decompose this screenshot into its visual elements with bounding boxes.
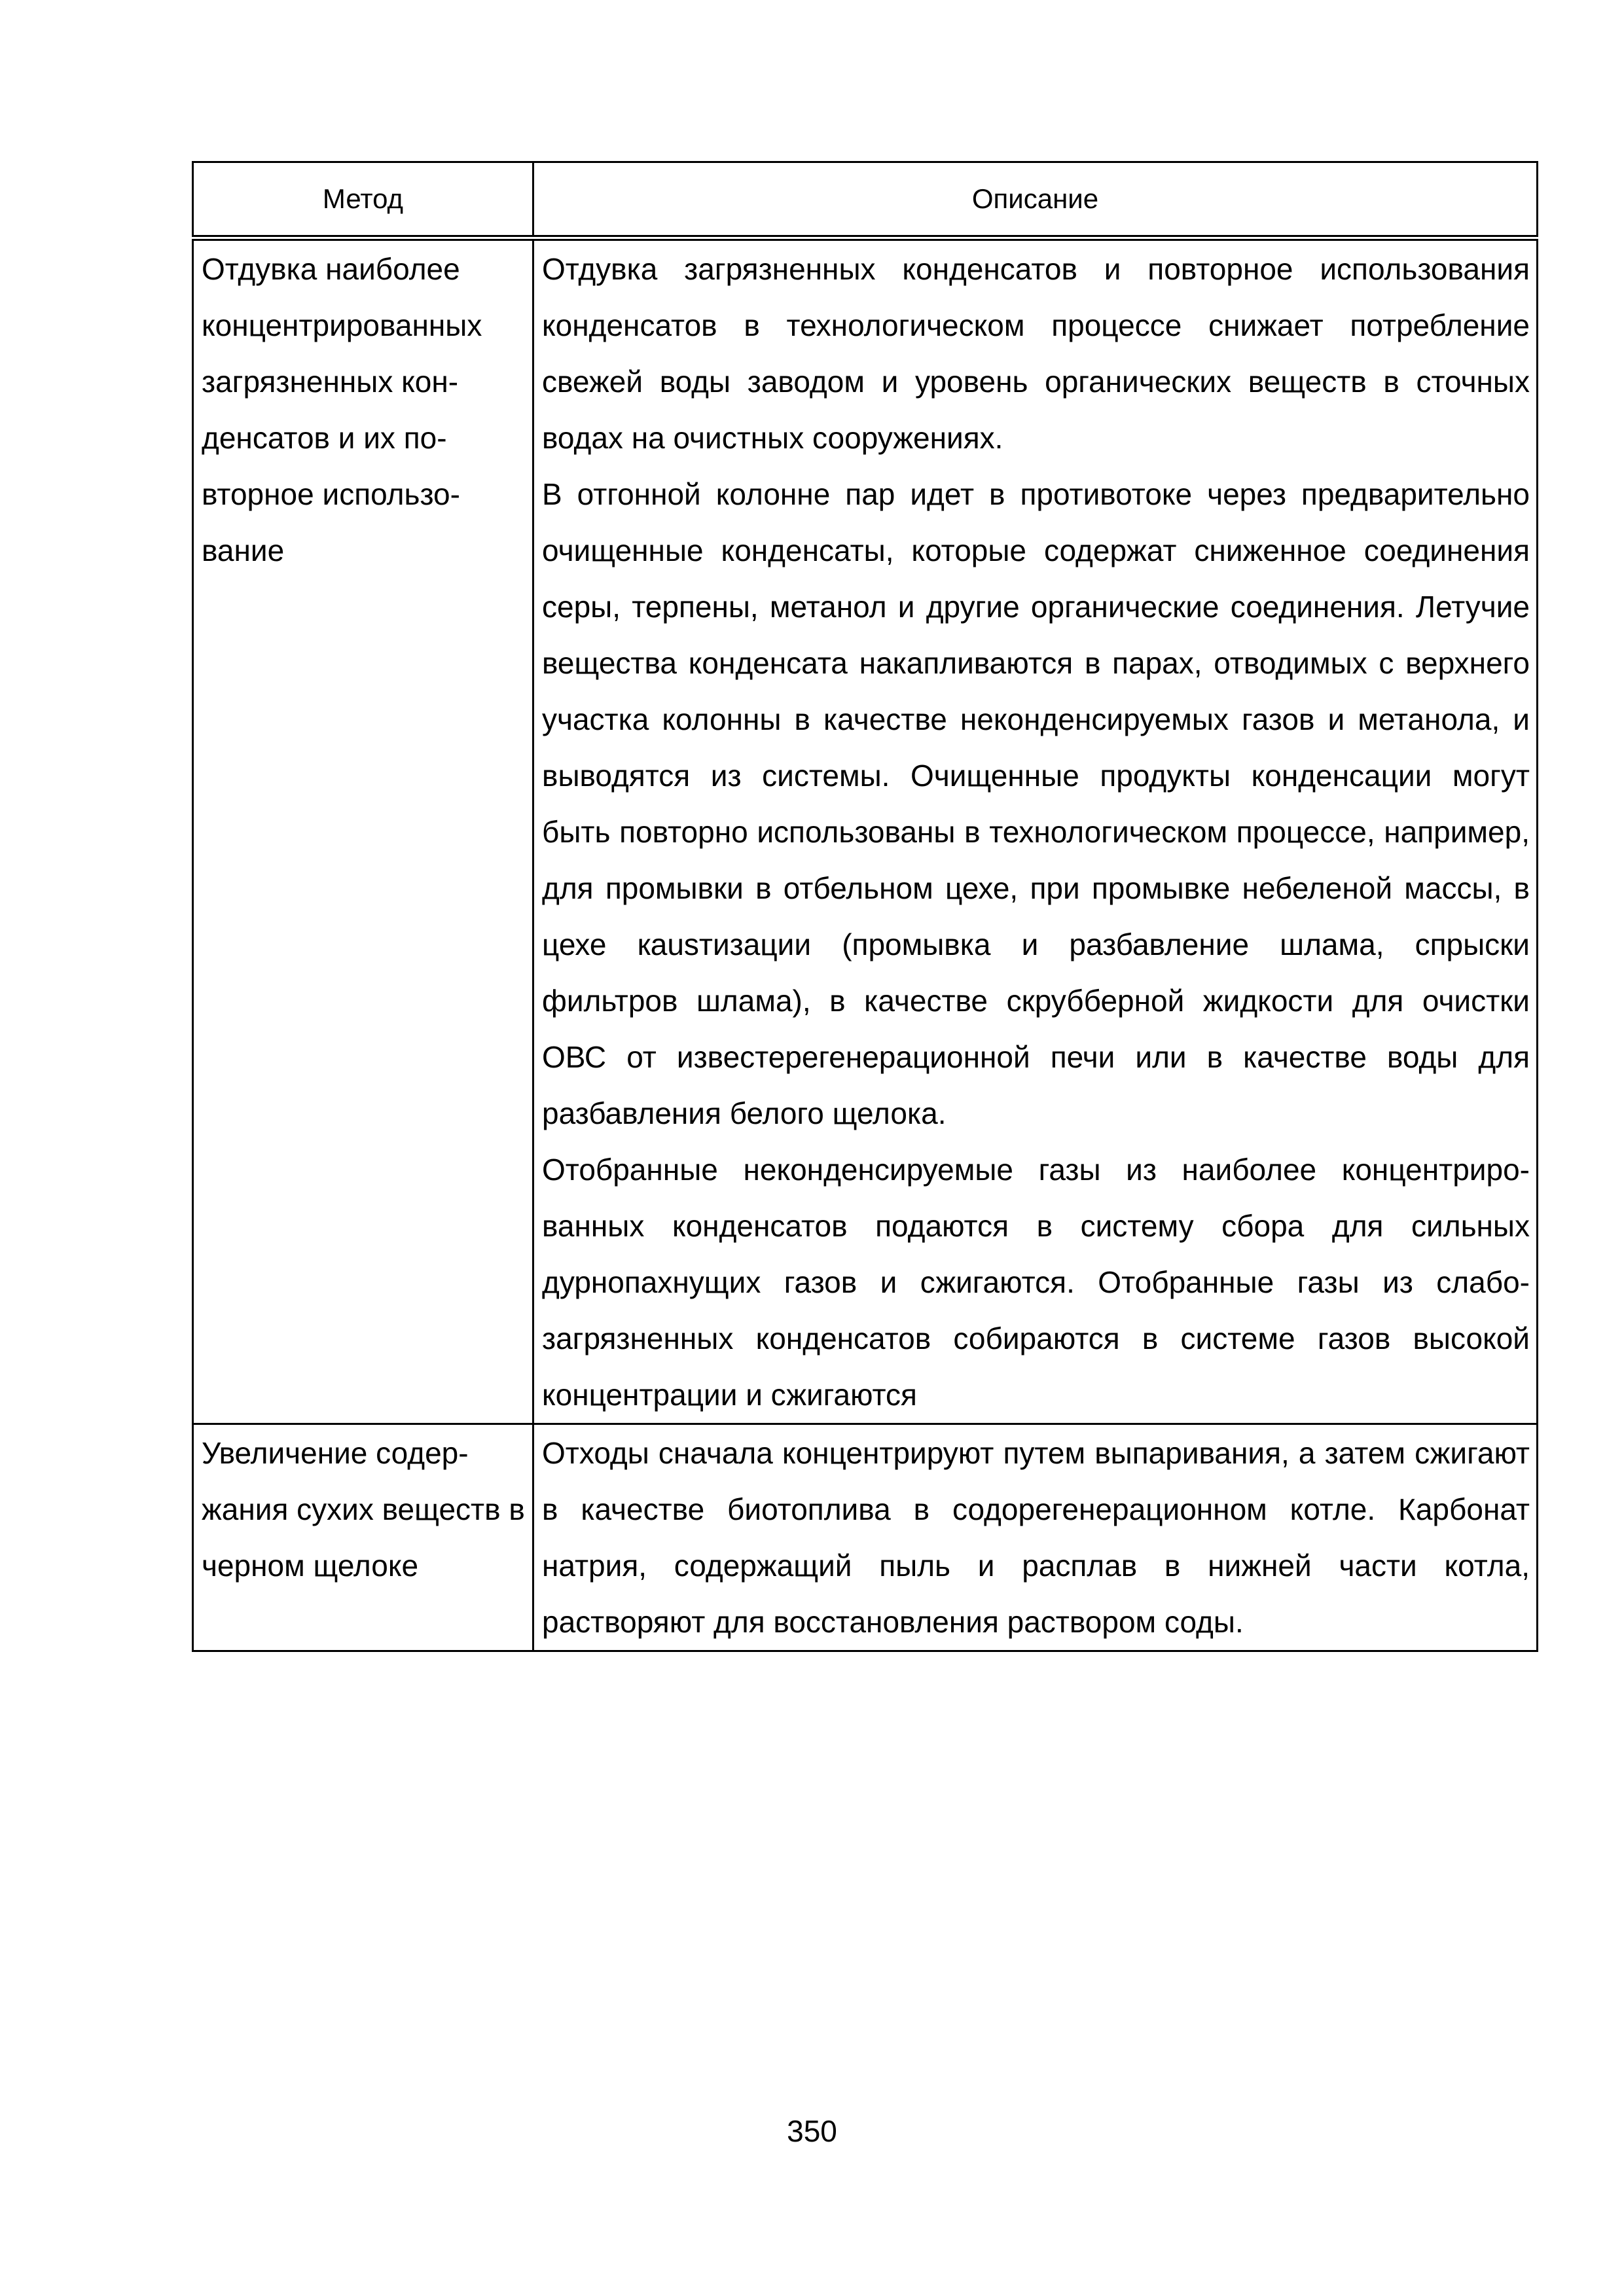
description-cell (533, 238, 1538, 1424)
header-description: Описание (533, 162, 1538, 238)
description-paragraph: Отобранные неконденсируемые газы из наиболее концентрированных конденсатов подаются в систему сбора для сильных дурнопахнущих газов и сжигаются. Отобранные газы из слабозагрязненных конденсатов собираются в системе газов высокой концентрации и сжигаются (542, 1153, 1530, 1412)
description-paragraph: Отдувка загрязненных конденсатов и повторное использования конденсатов в технологическом процессе снижает потребление свежей воды заводом и уровень органических веществ в сточных водах на очистных сооружениях. (542, 252, 1530, 455)
method-cell: Увеличение содержания сухих веществ в черном щелоке (193, 1424, 533, 1651)
method-cell: Отдувка наиболее концентрированных загрязненных конденсатов и их повторное использование (193, 238, 533, 1424)
header-method: Метод (193, 162, 533, 238)
table-row (193, 1424, 1538, 1651)
description-paragraph: В отгонной колонне пар идет в противотоке через предварительно очищенные конденсаты, которые содержат сниженное соединения серы, терпены, метанол и другие органические соединения. Летучие вещества конденсата накапливаются в парах, отводимых с верхнего участка колонны в качестве неконденсируемых газов и метанола, и выводятся из системы. Очищенные продукты конденсации могут быть повторно использованы в технологическом процессе, например, для промывки в отбельном цехе, при промывке небеленой массы, в цехе кausтизации (промывка и разбавление шлама, спрыски фильтров шлама), в качестве скрубберной жидкости для очистки ОВС от известерегенерационной печи или в качестве воды для разбавления белого щелока. (542, 477, 1530, 1130)
table-row (193, 238, 1538, 1424)
description-paragraph: Отходы сначала концентрируют путем выпаривания, а затем сжигают в качестве биотоплива в содорегенерационном котле. Карбонат натрия, содержащий пыль и расплав в нижней части котла, растворяют для восстановления раствором соды. (542, 1436, 1530, 1639)
methods-table (192, 161, 1538, 1652)
page-number: 350 (787, 2114, 837, 2148)
table-header-row (193, 162, 1538, 238)
description-cell (533, 1424, 1538, 1651)
